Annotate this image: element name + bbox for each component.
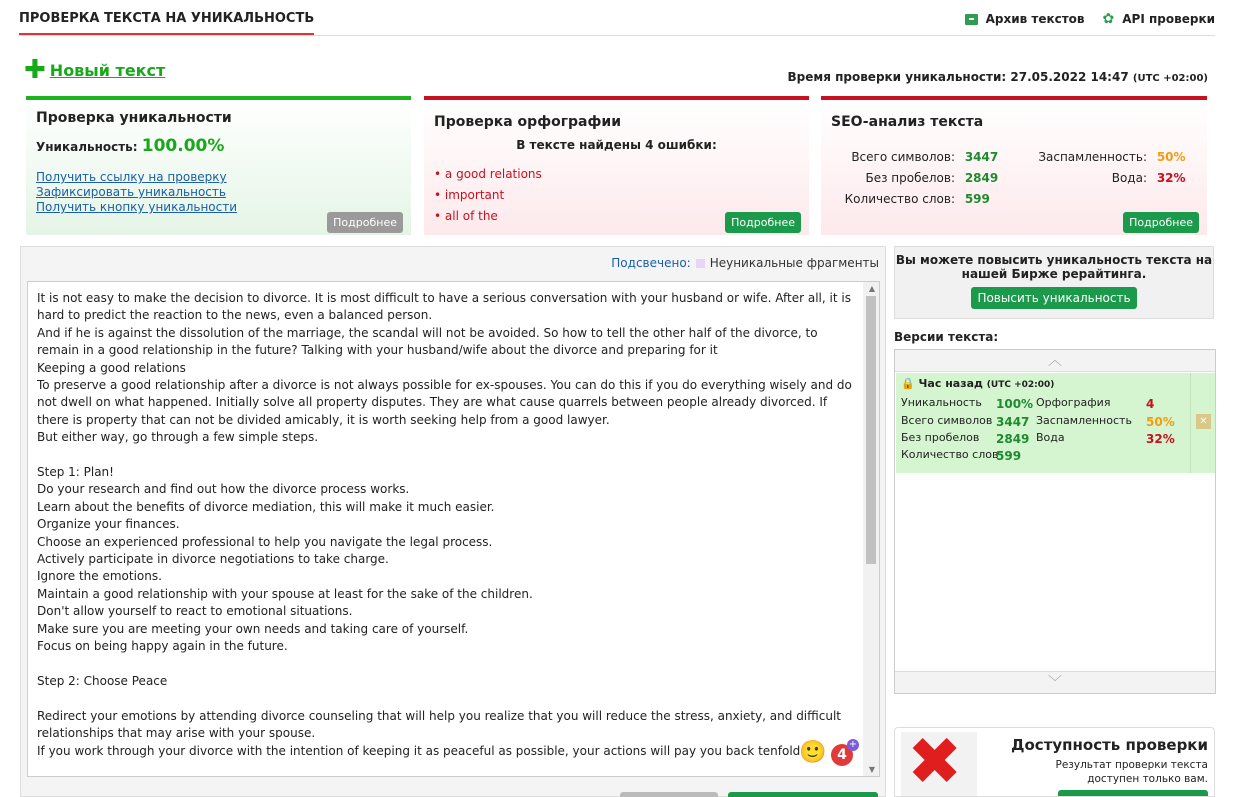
seo-water-label: Вода: bbox=[1111, 171, 1147, 185]
seo-spam-label: Заспамленность: bbox=[1038, 150, 1147, 164]
editor-line: But either way, go through a few simple steps. bbox=[37, 430, 319, 445]
version-chars-label: Всего символов bbox=[901, 414, 993, 427]
check-time bbox=[788, 70, 1208, 84]
editor-line: Organize your finances. bbox=[37, 517, 180, 532]
seo-spam bbox=[1007, 150, 1186, 164]
editor-line: If you work through your divorce with the intention of keeping it as peaceful as possible, your actions will pay you back tenfold. bbox=[37, 743, 805, 758]
editor-line bbox=[37, 447, 853, 464]
seo-words bbox=[831, 192, 990, 206]
version-water-value: 32% bbox=[1146, 432, 1175, 446]
api-link[interactable] bbox=[1103, 12, 1215, 26]
editor-line: Don't allow yourself to react to emotional situations. bbox=[37, 604, 353, 619]
promo-text: Вы можете повысить уникальность текста на нашей Бирже рерайтинга. bbox=[895, 253, 1213, 281]
version-spam-label: Заспамленность bbox=[1036, 414, 1132, 427]
version-words-label: Количество слов bbox=[901, 448, 999, 461]
highlight-legend-text: Неуникальные фрагменты bbox=[709, 256, 879, 270]
spelling-error[interactable]: • important bbox=[434, 185, 799, 206]
versions-list bbox=[894, 349, 1216, 694]
editor-line bbox=[37, 656, 853, 673]
editor-line: And if he is against the dissolution of the marriage, the scandal will not be avoided. So how to tell the other half of the divorce, to remain in a good relationship in the future? Talking with your husband/wife about the divorce and preparing for it bbox=[37, 325, 818, 358]
highlight-legend bbox=[611, 256, 879, 270]
badge-plus-icon: + bbox=[848, 739, 858, 750]
version-nospace-label: Без пробелов bbox=[901, 431, 980, 444]
lock-icon: 🔒 bbox=[901, 377, 915, 390]
archive-icon bbox=[965, 14, 978, 25]
version-water-label: Вода bbox=[1036, 431, 1065, 444]
chevron-down-icon[interactable]: ﹀ bbox=[895, 671, 1215, 693]
emoji-icon[interactable]: 🙂 bbox=[799, 740, 827, 765]
availability-subtitle: Результат проверки текста доступен только вам. bbox=[1055, 759, 1208, 785]
archive-link-label: Архив текстов bbox=[985, 12, 1085, 26]
seo-water bbox=[1007, 171, 1186, 185]
bottom-gray-button[interactable] bbox=[620, 792, 718, 797]
seo-total-chars-label: Всего символов: bbox=[851, 150, 955, 164]
editor-line: Keeping a good relations bbox=[37, 360, 186, 375]
check-time-label: Время проверки уникальности: 27.05.2022 14:47 bbox=[787, 70, 1129, 84]
uniqueness-line bbox=[36, 136, 401, 156]
spelling-error[interactable]: • all of the bbox=[434, 206, 799, 227]
editor-line: Choose an experienced professional to help you navigate the legal process. bbox=[37, 534, 493, 549]
versions-label: Версии текста: bbox=[894, 330, 999, 344]
version-item[interactable] bbox=[896, 373, 1190, 473]
error-count-badge[interactable]: 4 bbox=[831, 744, 853, 766]
highlight-swatch bbox=[696, 259, 705, 268]
scroll-up-icon[interactable]: ▲ bbox=[868, 284, 875, 293]
version-tz: (UTC +02:00) bbox=[986, 380, 1055, 390]
version-chars-value: 3447 bbox=[996, 415, 1030, 429]
version-spam-value: 50% bbox=[1146, 415, 1175, 429]
spelling-title: Проверка орфографии bbox=[434, 114, 621, 130]
rewrite-promo bbox=[894, 246, 1214, 319]
editor-line: Focus on being happy again in the future. bbox=[37, 639, 288, 654]
spelling-card bbox=[424, 96, 809, 235]
version-time bbox=[901, 377, 1185, 390]
availability-button[interactable] bbox=[1058, 790, 1208, 797]
red-cross-icon: ✖ bbox=[907, 727, 963, 797]
uniqueness-value: 100.00% bbox=[141, 136, 225, 156]
version-spell-value: 4 bbox=[1146, 397, 1155, 411]
seo-title: SEO-анализ текста bbox=[831, 114, 984, 130]
plus-icon: ✚ bbox=[24, 55, 46, 85]
new-text-link[interactable] bbox=[24, 55, 166, 85]
new-text-label: Новый текст bbox=[49, 60, 166, 80]
header-links bbox=[965, 12, 1215, 26]
uniqueness-card bbox=[26, 96, 411, 235]
spelling-error[interactable]: • a good relations bbox=[434, 164, 799, 185]
seo-total-chars-value: 3447 bbox=[964, 150, 999, 164]
header-bar bbox=[19, 0, 1215, 36]
seo-more-button[interactable]: Подробнее bbox=[1123, 212, 1199, 233]
chevron-up-icon[interactable]: ︿ bbox=[895, 350, 1215, 372]
availability-title: Доступность проверки bbox=[1011, 736, 1208, 754]
editor-line: It is not easy to make the decision to divorce. It is most difficult to have a serious conversation with your husband or wife. After all, it is hard to predict the reaction to the news, even a balanced person. bbox=[37, 291, 851, 323]
seo-total-chars bbox=[831, 150, 998, 164]
page-title: ПРОВЕРКА ТЕКСТА НА УНИКАЛЬНОСТЬ bbox=[19, 11, 314, 35]
get-check-link[interactable]: Получить ссылку на проверку bbox=[36, 170, 227, 184]
version-uniq-value: 100% bbox=[996, 397, 1034, 411]
improve-uniqueness-button[interactable]: Повысить уникальность bbox=[971, 287, 1136, 309]
version-spell-label: Орфография bbox=[1036, 396, 1111, 409]
spelling-subtitle: В тексте найдены 4 ошибки: bbox=[516, 138, 717, 152]
version-nospace-value: 2849 bbox=[996, 432, 1030, 446]
editor-line: Actively participate in divorce negotiations to take charge. bbox=[37, 552, 389, 567]
editor-scrollbar[interactable] bbox=[863, 282, 879, 776]
seo-spam-value: 50% bbox=[1156, 150, 1186, 164]
uniqueness-links bbox=[36, 170, 401, 214]
spelling-more-button[interactable]: Подробнее bbox=[725, 212, 801, 233]
uniqueness-more-button[interactable]: Подробнее bbox=[327, 212, 403, 233]
availability-banner[interactable] bbox=[894, 727, 1215, 797]
editor-line: Do your research and find out how the divorce process works. bbox=[37, 482, 410, 497]
seo-no-spaces-label: Без пробелов: bbox=[865, 171, 955, 185]
seo-no-spaces-value: 2849 bbox=[964, 171, 999, 185]
editor-panel bbox=[20, 246, 886, 797]
version-words-value: 599 bbox=[996, 449, 1022, 463]
editor-line: Step 1: Plan! bbox=[37, 465, 114, 480]
delete-version-icon[interactable]: ✕ bbox=[1196, 414, 1211, 429]
editor-line: Maintain a good relationship with your spouse at least for the sake of the children. bbox=[37, 586, 533, 601]
api-link-label: API проверки bbox=[1122, 12, 1215, 26]
version-time-label: Час назад bbox=[918, 377, 983, 390]
editor-line: Ignore the emotions. bbox=[37, 569, 162, 584]
seo-words-value: 599 bbox=[964, 192, 990, 206]
editor-line: Redirect your emotions by attending divorce counseling that will help you realize that you will reduce the stress, anxiety, and difficult relationships that may arise with your spouse. bbox=[37, 708, 841, 741]
scroll-down-icon[interactable]: ▼ bbox=[868, 765, 875, 774]
text-editor[interactable] bbox=[27, 281, 880, 777]
editor-line: To preserve a good relationship after a divorce is not always possible for ex-spouses. You can do this if you do everything wisely and do not dwell on what happened. Initially solve all property disputes. They are what cause quarrels between people already divorced. If there is property that can not be divided amicably, it is worth seeking help from a good lawyer. bbox=[37, 378, 852, 427]
editor-text[interactable] bbox=[28, 282, 879, 760]
editor-line: Step 2: Choose Peace bbox=[37, 673, 168, 688]
version-actions bbox=[1190, 373, 1215, 473]
seo-water-value: 32% bbox=[1156, 171, 1186, 185]
fix-uniqueness-link[interactable]: Зафиксировать уникальность bbox=[36, 185, 226, 199]
get-button-link[interactable]: Получить кнопку уникальности bbox=[36, 200, 238, 214]
editor-line bbox=[37, 690, 853, 707]
bottom-green-button[interactable] bbox=[728, 792, 878, 797]
editor-line: Learn about the benefits of divorce mediation, this will make it much easier. bbox=[37, 499, 495, 514]
highlight-label: Подсвечено: bbox=[611, 256, 691, 270]
seo-words-label: Количество слов: bbox=[844, 192, 955, 206]
archive-link[interactable] bbox=[965, 12, 1085, 26]
seo-no-spaces bbox=[831, 171, 998, 185]
gear-icon: ✿ bbox=[1102, 11, 1115, 27]
uniqueness-label: Уникальность: bbox=[36, 140, 138, 154]
editor-line: Make sure you are meeting your own needs and taking care of yourself. bbox=[37, 621, 469, 636]
seo-card bbox=[821, 96, 1207, 235]
uniqueness-title: Проверка уникальности bbox=[36, 110, 232, 126]
check-time-tz: (UTC +02:00) bbox=[1132, 73, 1208, 84]
version-uniq-label: Уникальность bbox=[901, 396, 982, 409]
scroll-thumb[interactable] bbox=[866, 296, 876, 564]
